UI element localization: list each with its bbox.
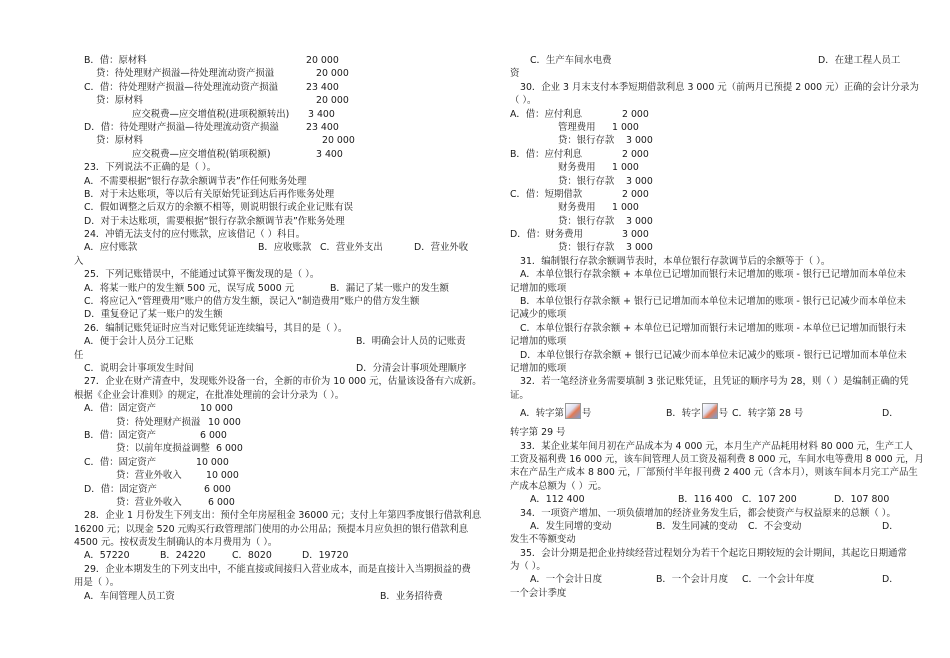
question-30-entry-account: 财务费用 xyxy=(558,162,596,174)
question-27-options xyxy=(84,402,484,509)
question-30-entry xyxy=(510,228,902,241)
question-27-entry xyxy=(84,442,484,455)
question-23-option-d: D．对于未达账项，需要根据“银行存款余额调节表”作账务处理 xyxy=(84,215,345,227)
question-22-entry-amount: 23 400 xyxy=(306,81,339,93)
question-34-option-a: A．发生同增的变动 xyxy=(530,520,612,532)
question-24-option-d: D．营业外收 xyxy=(414,242,469,254)
question-34-options xyxy=(510,520,902,533)
question-22-entry-account: C．借：待处理财产损溢—待处理流动资产损溢 xyxy=(84,81,279,93)
question-32-option-b-tail: 号 xyxy=(718,408,728,420)
question-30-entry-account: 财务费用 xyxy=(558,202,596,214)
question-22-entry-account: B．借：原材料 xyxy=(84,55,147,66)
question-22-entry-account: 贷：原材料 xyxy=(96,135,143,147)
question-22-entry xyxy=(84,148,484,161)
question-22-entry-amount: 20 000 xyxy=(316,68,349,80)
question-33-option-d: D．107 800 xyxy=(834,494,890,506)
question-30-entry-account: 贷：银行存款 xyxy=(558,175,615,187)
question-30-entry-amount: 3 000 xyxy=(626,135,653,147)
question-35-options xyxy=(510,573,902,586)
question-28-option-c: C．8020 xyxy=(232,550,272,562)
question-35-option-c: C．一个会计年度 xyxy=(742,574,815,586)
question-27-entry-amount: 6 000 xyxy=(208,496,235,508)
question-31-option-a-1: A．本单位银行存款余额 + 本单位已记增加而银行未记增加的账项 - 银行已记增加而本单位未 xyxy=(520,269,906,281)
question-35-option-d-cont: 一个会计季度 xyxy=(510,587,567,599)
question-26-options-ab xyxy=(84,335,484,348)
question-35-option-b: B．一个会计月度 xyxy=(656,574,729,586)
question-30-entry xyxy=(510,108,902,121)
question-22-entry xyxy=(84,121,484,134)
question-30-entry-amount: 3 000 xyxy=(626,215,653,227)
question-31-stem: 31．编制银行存款余额调节表时，本单位银行存款调节后的余额等于（ ）。 xyxy=(520,255,831,267)
question-25-option-d: D．重复登记了某一账户的发生额 xyxy=(84,309,223,321)
question-30-entry-account: A．借：应付利息 xyxy=(510,108,583,120)
question-30-stem-1: 30．企业 3 月末支付本季短期借款利息 3 000 元（前两月已预提 2 000 元）正确的会计分录为 xyxy=(520,81,919,93)
question-27-entry xyxy=(84,483,484,496)
question-34-option-d-cont: 发生不等额变动 xyxy=(510,534,576,546)
question-23-option-b: B．对于未达账项，等以后有关原始凭证到达后再作账务处理 xyxy=(84,188,335,200)
question-28-option-b: B．24220 xyxy=(160,550,206,562)
question-31-option-b-2: 记减少的账项 xyxy=(510,309,567,321)
question-30-entry-account: C．借：短期借款 xyxy=(510,188,583,200)
question-30-entry-amount: 3 000 xyxy=(626,242,653,254)
question-35-option-a: A．一个会计日度 xyxy=(530,574,603,586)
broken-image-icon xyxy=(565,403,581,419)
question-22-entry-account: 应交税费—应交增值税(销项税额) xyxy=(132,148,271,160)
question-32-stem-2: 证。 xyxy=(510,389,529,401)
question-22-entry xyxy=(84,81,484,94)
question-25-stem: 25．下列记账错误中，不能通过试算平衡发现的是（ ）。 xyxy=(84,269,320,281)
question-27-entry xyxy=(84,469,484,482)
question-32-option-d-cont: 转字第 29 号 xyxy=(510,427,566,439)
question-27-entry-account: A．借：固定资产 xyxy=(84,403,157,415)
question-22-entry-account: 贷：待处理财产损溢—待处理流动资产损溢 xyxy=(96,68,275,80)
question-27-entry xyxy=(84,429,484,442)
question-22-entry xyxy=(84,134,484,147)
question-28-stem-3: 4500 元。按权责发生制确认的本月费用为（ ）。 xyxy=(74,537,278,549)
question-32-option-b: B．转字 xyxy=(666,408,701,420)
question-27-entry-amount: 6 000 xyxy=(204,483,231,495)
question-25-option-c: C．将应记入“管理费用”账户的借方发生额，误记入“制造费用”账户的借方发生额 xyxy=(84,296,420,308)
question-29-options-cd xyxy=(510,54,902,67)
question-29-option-c: C．生产车间水电费 xyxy=(530,55,612,66)
question-30-stem-2: （ ）。 xyxy=(510,95,537,107)
question-35-stem-1: 35．会计分期是把企业持续经营过程划分为若干个起讫日期较短的会计期间，其起讫日期通常 xyxy=(520,547,907,559)
question-30-entry-amount: 3 000 xyxy=(622,229,649,241)
question-30-entry-account: 贷：银行存款 xyxy=(558,215,615,227)
question-28-option-d: D．19720 xyxy=(302,550,349,562)
question-26-option-b-cont: 任 xyxy=(74,349,84,361)
question-32-option-a-tail: 号 xyxy=(581,408,592,420)
question-28-stem-1: 28．企业 1 月份发生下列支出：预付全年房屋租金 36000 元；支付上年第四季度银行借款利息 xyxy=(84,510,482,522)
question-22-entry xyxy=(84,67,484,80)
question-31-option-c-1: C．本单位银行存款余额 + 本单位已记增加而银行未记增加的账项 - 本单位已记增加而银行未 xyxy=(520,322,906,334)
question-30-entry xyxy=(510,241,902,254)
question-22-entry-amount: 3 400 xyxy=(316,148,343,160)
question-32-option-c: C．转字第 28 号 xyxy=(732,408,804,420)
question-28-option-a: A．57220 xyxy=(84,550,130,562)
question-30-entry-amount: 3 000 xyxy=(626,175,653,187)
question-30-entry-account: 贷：银行存款 xyxy=(558,135,615,147)
question-22-entry xyxy=(84,94,484,107)
question-22-entry-amount: 23 400 xyxy=(306,121,339,133)
question-29-option-b: B．业务招待费 xyxy=(380,590,443,602)
broken-image-icon xyxy=(702,403,718,419)
question-30-entry xyxy=(510,215,902,228)
question-31-option-a-2: 记增加的账项 xyxy=(510,282,567,294)
question-22-entry xyxy=(84,54,484,67)
question-33-option-a: A．112 400 xyxy=(530,494,585,506)
question-23-option-c: C．假如调整之后双方的余额不相等，则说明银行或企业记账有误 xyxy=(84,202,354,214)
question-27-entry-amount: 6 000 xyxy=(216,443,243,455)
question-30-options xyxy=(510,108,902,255)
question-30-entry-amount: 1 000 xyxy=(612,121,639,133)
question-29-option-d-cont: 资 xyxy=(510,68,520,80)
question-31-option-c-2: 记增加的账项 xyxy=(510,336,567,348)
question-22-entry-account: 应交税费—应交增值税(进项税额转出) xyxy=(132,108,290,120)
question-24-options xyxy=(84,241,484,254)
question-34-option-d: D． xyxy=(882,520,899,532)
question-29-stem-1: 29．企业本期发生的下列支出中，不能直接或间接归入营业成本，而是直接计入当期损益的费 xyxy=(84,563,471,575)
question-33-option-b: B．116 400 xyxy=(678,494,733,506)
question-33-stem-3: 末在产品生产成本 8 800 元，厂部预付半年报刊费 2 400 元（含本月），则该车间本月完工产品生 xyxy=(510,467,918,479)
question-29-stem-2: 用是（ ）。 xyxy=(74,577,120,589)
right-column xyxy=(510,54,924,600)
question-30-entry-account: 管理费用 xyxy=(558,121,596,133)
question-32-option-a: A．转字第 xyxy=(520,408,564,420)
question-33-stem-2: 工资及福利费 16 000 元，该车间管理人员工资及福利费 8 000 元，车间水电等费用 8 000 元，月 xyxy=(510,453,924,465)
question-27-entry-account: B．借：固定资产 xyxy=(84,429,157,441)
question-27-entry xyxy=(84,416,484,429)
question-22-entry-account: 贷：原材料 xyxy=(96,95,143,107)
question-30-entry xyxy=(510,121,902,134)
question-27-stem-2: 根据《企业会计准则》的规定，在批准处理前的会计分录为（ ）。 xyxy=(74,389,345,401)
question-26-option-c: C．说明会计事项发生时间 xyxy=(84,362,194,374)
question-30-entry xyxy=(510,161,902,174)
question-33-options xyxy=(510,493,902,506)
question-30-entry-amount: 1 000 xyxy=(612,202,639,214)
question-30-entry-account: 贷：银行存款 xyxy=(558,242,615,254)
question-22-entry-amount: 20 000 xyxy=(322,135,355,147)
question-28-options xyxy=(84,549,484,562)
question-27-entry-account: C．借：固定资产 xyxy=(84,456,157,468)
question-35-option-d: D． xyxy=(882,574,899,586)
question-29-options-ab xyxy=(84,590,484,603)
question-33-stem-4: 产成本总额为（ ）元。 xyxy=(510,480,607,492)
question-22-entry xyxy=(84,108,484,121)
question-29-option-d: D．在建工程人员工 xyxy=(818,55,901,66)
question-22-options xyxy=(84,54,484,161)
question-26-options-cd xyxy=(84,362,484,375)
question-30-entry-amount: 2 000 xyxy=(622,148,649,160)
question-30-entry-account: D．借：财务费用 xyxy=(510,229,583,241)
question-27-entry-account: 贷：以前年度损益调整 xyxy=(116,443,210,455)
question-26-option-d: D．分清会计事项处理顺序 xyxy=(356,362,467,374)
question-32-option-b-group xyxy=(666,402,728,426)
question-29-option-a: A．车间管理人员工资 xyxy=(84,590,175,602)
question-33-option-c: C．107 200 xyxy=(742,494,797,506)
question-34-stem: 34．一项资产增加、一项负债增加的经济业务发生后，都会使资产与权益原来的总额（ ）。 xyxy=(520,507,896,519)
question-30-entry xyxy=(510,148,902,161)
question-27-entry-amount: 6 000 xyxy=(200,429,227,441)
question-27-entry-account: D．借：固定资产 xyxy=(84,483,157,495)
question-23-option-a: A．不需要根据“银行存款余额调节表”作任何账务处理 xyxy=(84,175,307,187)
question-22-entry-amount: 20 000 xyxy=(306,55,339,66)
question-30-entry-account: B．借：应付利息 xyxy=(510,148,583,160)
question-32-options xyxy=(510,402,902,426)
question-34-option-b: B．发生同减的变动 xyxy=(656,520,738,532)
question-31-option-b-1: B．本单位银行存款余额 + 银行已记增加而本单位未记增加的账项 - 银行已记减少而本单位未 xyxy=(520,296,906,308)
question-23-stem: 23．下列说法不正确的是（ ）。 xyxy=(84,162,217,174)
question-28-stem-2: 16200 元；以现金 520 元购买行政管理部门使用的办公用品；预提本月应负担的银行借款利息 xyxy=(74,523,469,535)
question-27-entry xyxy=(84,402,484,415)
question-27-entry-amount: 10 000 xyxy=(196,456,229,468)
question-30-entry xyxy=(510,175,902,188)
question-25-option-b: B．漏记了某一账户的发生额 xyxy=(330,282,449,294)
question-32-stem-1: 32．若一笔经济业务需要填制 3 张记账凭证，且凭证的顺序号为 28，则（ ）是编制正确的凭 xyxy=(520,376,909,388)
question-27-entry xyxy=(84,456,484,469)
question-26-option-a: A．便于会计人员分工记账 xyxy=(84,336,194,348)
question-30-entry xyxy=(510,134,902,147)
question-33-stem-1: 33．某企业某年间月初在产品成本为 4 000 元，本月生产产品耗用材料 80 000 元，生产工人 xyxy=(520,440,913,452)
question-24-option-d-cont: 入 xyxy=(74,255,84,267)
question-32-option-d: D． xyxy=(882,408,899,420)
question-27-entry-account: 贷：营业外收入 xyxy=(116,496,182,508)
question-26-option-b: B．明确会计人员的记账责 xyxy=(356,336,466,348)
question-34-option-c: C．不会变动 xyxy=(748,520,802,532)
question-30-entry-amount: 2 000 xyxy=(622,188,649,200)
question-27-entry xyxy=(84,496,484,509)
question-22-entry-amount: 20 000 xyxy=(316,95,349,107)
question-22-entry-amount: 3 400 xyxy=(308,108,335,120)
question-30-entry xyxy=(510,188,902,201)
question-27-entry-account: 贷：待处理财产损溢 xyxy=(116,416,201,428)
question-31-option-d-1: D．本单位银行存款余额 + 银行已记减少而本单位未记减少的账项 - 银行已记增加而本单位未 xyxy=(520,349,907,361)
question-30-entry-amount: 2 000 xyxy=(622,108,649,120)
question-27-entry-account: 贷：营业外收入 xyxy=(116,470,182,482)
question-26-stem: 26．编制记账凭证时应当对记账凭证连续编号，其目的是（ ）。 xyxy=(84,322,348,334)
question-27-entry-amount: 10 000 xyxy=(206,470,239,482)
question-27-stem-1: 27．企业在财产清查中，发现账外设备一台，全新的市价为 10 000 元，估量该设备有六成新。 xyxy=(84,376,482,388)
question-27-entry-amount: 10 000 xyxy=(200,403,233,415)
left-column xyxy=(74,54,484,603)
question-30-entry xyxy=(510,201,902,214)
question-22-entry-account: D．借：待处理财产损溢—待处理流动资产损溢 xyxy=(84,121,279,133)
question-27-entry-amount: 10 000 xyxy=(208,416,241,428)
question-35-stem-2: 为（ ）。 xyxy=(510,561,546,573)
question-31-option-d-2: 记增加的账项 xyxy=(510,362,567,374)
question-24-stem: 24．冲销无法支付的应付账款，应该借记（ ）科目。 xyxy=(84,229,306,241)
question-30-entry-amount: 1 000 xyxy=(612,162,639,174)
question-25-option-a: A．将某一账户的发生额 500 元，误写成 5000 元 xyxy=(84,282,295,294)
question-25-options-ab xyxy=(84,282,484,295)
question-24-option-a: A．应付账款 xyxy=(84,242,138,254)
question-24-option-b: B．应收账款 xyxy=(258,242,312,254)
question-24-option-c: C．营业外支出 xyxy=(320,242,383,254)
